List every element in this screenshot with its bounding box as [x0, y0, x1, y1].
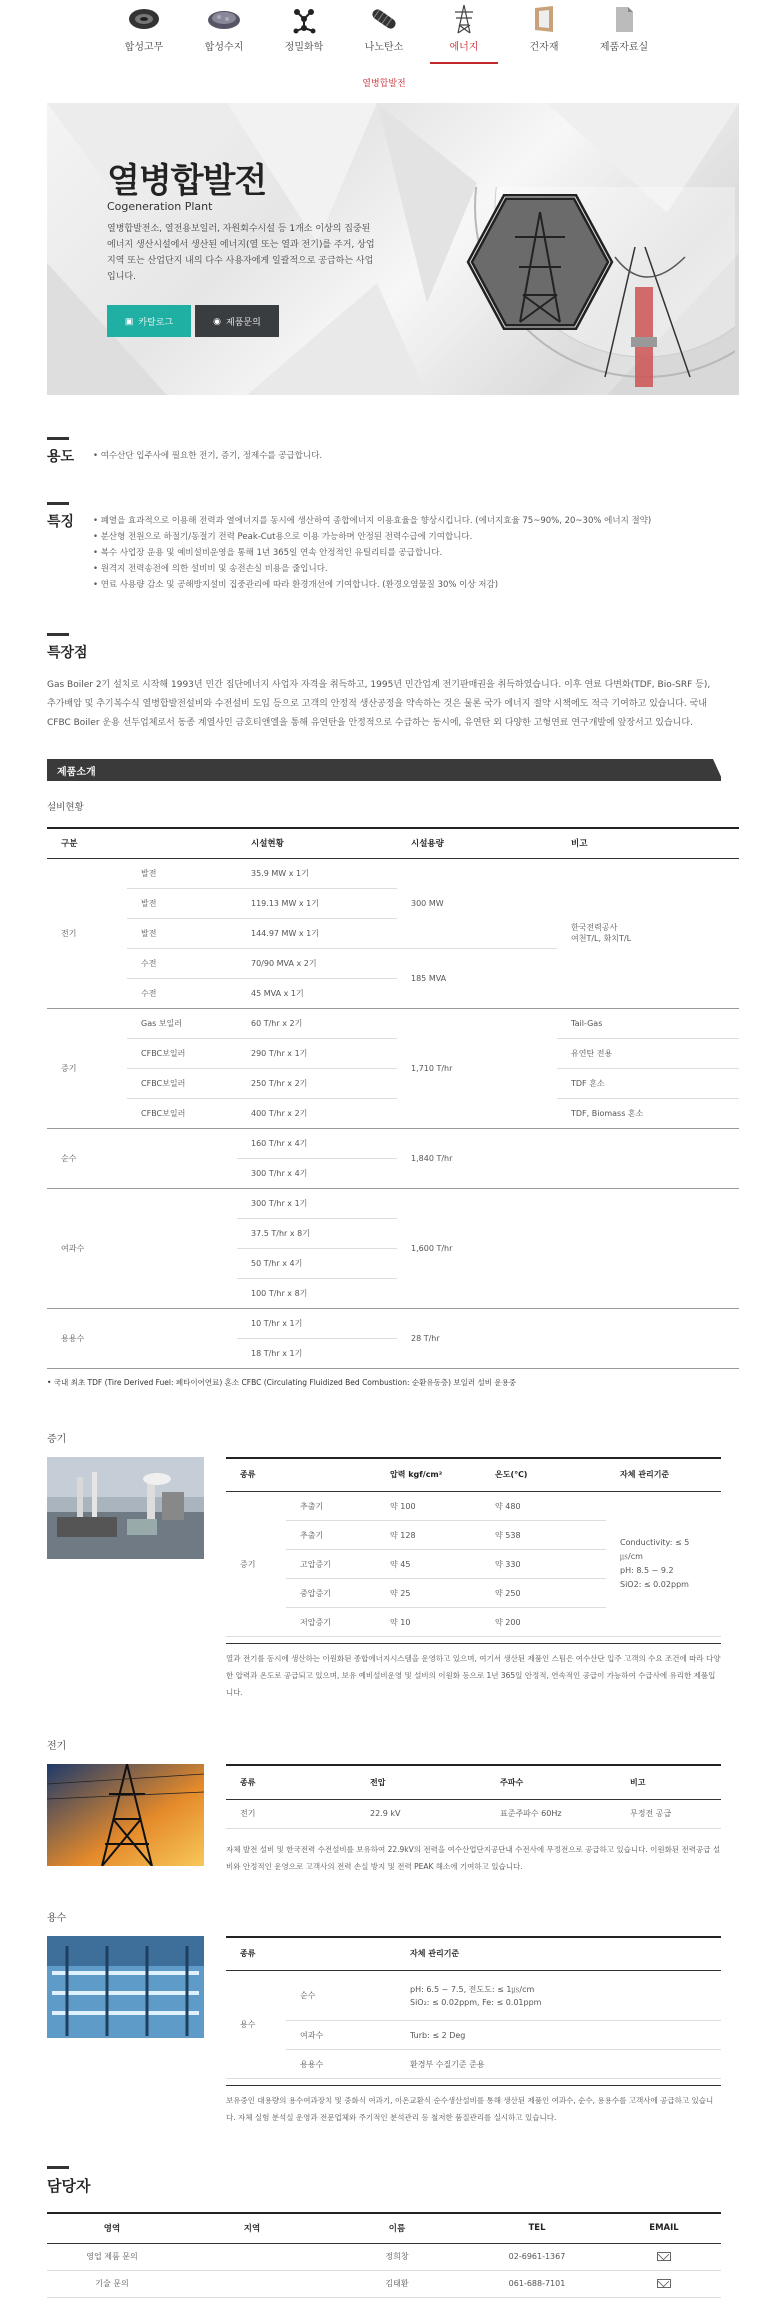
catalog-button-label: 카탈로그	[138, 316, 174, 327]
table-row	[47, 1308, 739, 1338]
table-header: 종류	[226, 1937, 286, 1971]
cell: 기술 문의	[47, 2270, 177, 2297]
cell: CFBC보일러	[127, 1068, 237, 1098]
cell: 약 538	[481, 1521, 606, 1550]
cell: Turb: ≤ 2 Deg	[396, 2021, 721, 2050]
cell: 28 T/hr	[397, 1308, 557, 1368]
cell: Gas 보일러	[127, 1008, 237, 1038]
cell: 35.9 MW x 1기	[237, 858, 397, 888]
steam-table	[226, 1457, 721, 1638]
strengths-section	[47, 633, 721, 733]
table-row	[226, 2021, 721, 2050]
strengths-title: 특장점	[47, 645, 88, 661]
cell: 약 128	[376, 1521, 481, 1550]
cell: 여과수	[286, 2021, 396, 2050]
table-row	[47, 1188, 739, 1218]
cell: Conductivity: ≤ 5㎲/cm pH: 8.5 ~ 9.2 SiO2: ≤ 0.02ppm	[606, 1492, 721, 1637]
cell: 1,600 T/hr	[397, 1188, 557, 1308]
hero-banner	[47, 103, 739, 395]
water-description: 보유중인 대용량의 용수여과장치 및 중화식 여과기, 이온교환식 순수생산설비를 통해 생산된 제품인 여과수, 순수, 용용수를 고객사에 공급하고 있습니다. 자체 실험 분석실 운영과 전문업체와 주기적인 분석관리 등 철저한 품질관리를 실시하고 있습니다.	[226, 2085, 721, 2126]
cell: 02-6961-1367	[467, 2243, 607, 2270]
hero-description: 열병합발전소, 열전용보일러, 자원회수시설 등 1개소 이상의 집중된 에너지 생산시설에서 생산된 에너지(열 또는 열과 전기)를 주거, 상업지역 또는 산업단지 내의 다수 사용자에게 일괄적으로 공급하는 사업입니다.	[107, 224, 375, 282]
group-cell: 증기	[47, 1008, 127, 1128]
table-row	[226, 1799, 721, 1828]
hero-illustration	[445, 187, 735, 390]
table-header: 영역	[47, 2213, 177, 2243]
cell: 70/90 MVA x 2기	[237, 948, 397, 978]
table-row	[47, 1008, 739, 1038]
cell: 300 MW	[397, 858, 557, 948]
section-bar	[47, 502, 69, 505]
features-section	[47, 502, 721, 593]
cell: 영업 제품 문의	[47, 2243, 177, 2270]
email-icon[interactable]	[657, 2279, 671, 2288]
subtab-cogeneration[interactable]: 열병합발전	[362, 79, 406, 89]
cell: 100 T/hr x 8기	[237, 1278, 397, 1308]
power-table	[226, 1764, 721, 1829]
list-item: • 연료 사용량 감소 및 공해방지설비 집중관리에 따라 환경개선에 기여합니다. (환경오염물질 30% 이상 저감)	[93, 577, 651, 593]
table-header: 시설용량	[397, 828, 557, 858]
group-cell: 전기	[47, 858, 127, 1008]
cell: 발전	[127, 918, 237, 948]
steam-description: 열과 전기를 동시에 생산하는 이원화된 종합에너지시스템을 운영하고 있으며, 여기서 생산된 제품인 스팀은 여수산단 입주 고객의 수요 조건에 따라 다양한 압력과 온도로 공급되고 있으며, 보유 예비설비운영 및 설비의 이원화 등으로 1년 365일 안정적, 연속적인 공급이 가능하여 수급사에 유리한 제품입니다.	[226, 1643, 721, 1701]
steam-block	[47, 1457, 721, 1702]
cell: 한국전력공사 여천T/L, 화치T/L	[557, 858, 739, 1008]
chat-icon: ◉	[213, 315, 222, 326]
steam-plant-photo	[47, 1457, 204, 1559]
table-row	[47, 1038, 739, 1068]
group-cell: 여과수	[47, 1188, 127, 1308]
cell: 고압증기	[286, 1550, 376, 1579]
cell	[557, 1188, 739, 1308]
cell: 정희창	[327, 2243, 467, 2270]
cell: 119.13 MW x 1기	[237, 888, 397, 918]
table-header: 종류	[226, 1765, 356, 1799]
resin-icon	[207, 4, 241, 34]
nav-item-energy[interactable]	[424, 4, 504, 60]
cell: 290 T/hr x 1기	[237, 1038, 397, 1068]
cell: 약 45	[376, 1550, 481, 1579]
cell: 10 T/hr x 1기	[237, 1308, 397, 1338]
table-header: 온도(℃)	[481, 1458, 606, 1492]
table-header: 지역	[177, 2213, 327, 2243]
cell: Tail-Gas	[557, 1008, 739, 1038]
cell: 18 T/hr x 1기	[237, 1338, 397, 1368]
list-item: • 폐열을 효과적으로 이용해 전력과 열에너지를 동시에 생산하여 종합에너지 이용효율을 향상시킵니다. (에너지효율 75~90%, 20~30% 에너지 절약)	[93, 513, 651, 529]
nav-label: 합성수지	[204, 42, 244, 53]
cell	[127, 1188, 237, 1308]
steam-title: 증기	[47, 1433, 67, 1445]
table-row	[47, 2243, 721, 2270]
list-item: • 분산형 전원으로 하절기/동절기 전력 Peak-Cut용으로 이용 가능하며 안정된 전력수급에 기여합니다.	[93, 529, 651, 545]
table-header	[127, 828, 237, 858]
facility-label: 설비현황	[47, 802, 84, 813]
cell: 용용수	[286, 2050, 396, 2079]
table-header	[286, 1458, 376, 1492]
contact-title: 담당자	[47, 2177, 91, 2195]
table-row	[47, 1128, 739, 1158]
table-header: EMAIL	[607, 2213, 721, 2243]
list-item: • 복수 사업장 운용 및 예비설비운영을 통해 1년 365일 연속 안정적인 유틸리티를 공급합니다.	[93, 545, 651, 561]
usage-title: 용도	[47, 449, 75, 465]
cell	[557, 1128, 739, 1188]
facility-footnote: • 국내 최초 TDF (Tire Derived Fuel: 폐타이어연료) 혼소 CFBC (Circulating Fluidized Bed Combustion: 순환유동층) 보일러 설비 운용중	[47, 1377, 517, 1387]
email-icon[interactable]	[657, 2252, 671, 2261]
cell: 1,710 T/hr	[397, 1008, 557, 1128]
nav-item-docs[interactable]	[584, 4, 664, 60]
nav-label: 제품자료실	[599, 42, 649, 53]
features-list	[93, 511, 651, 593]
group-cell: 증기	[226, 1492, 286, 1637]
cell: 발전	[127, 858, 237, 888]
rubber-icon	[127, 4, 161, 34]
nav-item-nanocarbon[interactable]	[344, 4, 424, 60]
cell: 약 10	[376, 1608, 481, 1637]
nav-item-resin[interactable]	[184, 4, 264, 60]
cell: 약 25	[376, 1579, 481, 1608]
inquiry-button-label: 제품문의	[226, 316, 261, 327]
water-table	[226, 1936, 721, 2080]
category-nav	[0, 0, 768, 64]
cell: 약 330	[481, 1550, 606, 1579]
table-header: 비고	[557, 828, 739, 858]
table-header: 전압	[356, 1765, 486, 1799]
cell: 수전	[127, 978, 237, 1008]
cell: 발전	[127, 888, 237, 918]
cell	[177, 2243, 327, 2270]
power-title: 전기	[47, 1741, 67, 1752]
usage-section	[47, 437, 721, 466]
molecule-icon	[287, 4, 321, 34]
hero-subtitle: Cogeneration Plant	[107, 200, 213, 213]
lightbulb-tower-illustration	[445, 187, 735, 387]
cell: 추출기	[286, 1492, 376, 1521]
list-item: • 원격지 전력송전에 의한 설비비 및 송전손실 비용을 줄입니다.	[93, 561, 651, 577]
cell	[127, 1308, 237, 1368]
table-header: 이름	[327, 2213, 467, 2243]
table-header: 구분	[47, 828, 127, 858]
cell: 300 T/hr x 4기	[237, 1158, 397, 1188]
table-row	[47, 858, 739, 888]
cell: pH: 6.5 ~ 7.5, 전도도: ≤ 1㎲/cm SiO₂: ≤ 0.02ppm, Fe: ≤ 0.01ppm	[396, 1971, 721, 2021]
cell	[557, 1308, 739, 1368]
features-title: 특징	[47, 514, 75, 530]
table-row	[226, 1971, 721, 2021]
cell: 185 MVA	[397, 948, 557, 1008]
table-header: 주파수	[486, 1765, 616, 1799]
cell: 400 T/hr x 2기	[237, 1098, 397, 1128]
cell: 순수	[286, 1971, 396, 2021]
table-header: 자체 관리기준	[396, 1937, 721, 1971]
table-header: 시설현황	[237, 828, 397, 858]
table-row	[226, 2050, 721, 2079]
cell: 환경부 수질기준 준용	[396, 2050, 721, 2079]
nav-label: 합성고무	[124, 42, 164, 53]
nanotube-icon	[367, 4, 401, 34]
table-header: 종류	[226, 1458, 286, 1492]
hero-title: 열병합발전	[107, 161, 267, 201]
cell	[127, 1128, 237, 1188]
nav-item-rubber[interactable]	[104, 4, 184, 60]
cell	[607, 2243, 721, 2270]
download-icon: ▣	[124, 315, 134, 326]
power-block	[47, 1764, 721, 1875]
cell: CFBC보일러	[127, 1098, 237, 1128]
cell: 중압증기	[286, 1579, 376, 1608]
cell: CFBC보일러	[127, 1038, 237, 1068]
cell: 약 200	[481, 1608, 606, 1637]
power-tower-icon	[447, 4, 481, 34]
water-block	[47, 1936, 721, 2127]
nav-label: 나노탄소	[364, 42, 404, 53]
cell: 60 T/hr x 2기	[237, 1008, 397, 1038]
cell: 전기	[226, 1799, 356, 1828]
cell: 약 100	[376, 1492, 481, 1521]
band-label: 제품소개	[57, 767, 96, 778]
nav-label: 정밀화학	[284, 42, 324, 53]
cell: 22.9 kV	[356, 1799, 486, 1828]
table-header: 자체 관리기준	[606, 1458, 721, 1492]
cell: 김태환	[327, 2270, 467, 2297]
table-row	[47, 1068, 739, 1098]
strengths-text: Gas Boiler 2기 설치로 시작해 1993년 민간 집단에너지 사업자 자격을 취득하고, 1995년 민간업계 전기판매권을 취득하였습니다. 이후 연료 다변화(TDF, Bio-SRF 등), 추가배압 및 추기복수식 열병합발전설비와 수전설비 도입 등으로 고객의 안정적 생산공정을 약속하는 것은 물론 국가 에너지 절약 시책에도 적극 기여하고 있습니다. 국내 CFBC Boiler 운용 선두업체로서 동종 계열사인 금호티앤엘을 통해 유연탄을 안정적으로 수급하는 동시에, 유연탄 외 다양한 고형연료 연구개발에 앞장서고 있습니다.	[47, 680, 711, 728]
nav-item-building[interactable]	[504, 4, 584, 60]
cell: TDF 혼소	[557, 1068, 739, 1098]
cell: 약 250	[481, 1579, 606, 1608]
cell: 061-688-7101	[467, 2270, 607, 2297]
window-frame-icon	[527, 4, 561, 34]
cell: 약 480	[481, 1492, 606, 1521]
contact-section	[47, 2166, 721, 2298]
water-title: 용수	[47, 1912, 67, 1924]
cell: 37.5 T/hr x 8기	[237, 1218, 397, 1248]
cell: 표준주파수 60Hz	[486, 1799, 616, 1828]
section-bar	[47, 633, 69, 636]
cell: 수전	[127, 948, 237, 978]
usage-list	[93, 446, 322, 466]
catalog-button[interactable]	[107, 305, 191, 337]
group-cell: 용수	[226, 1971, 286, 2079]
inquiry-button[interactable]	[195, 305, 279, 337]
power-description: 자체 발전 설비 및 한국전력 수전설비를 보유하여 22.9kV의 전력을 여수산업단지공단내 수전사에 무정전으로 공급하고 있습니다. 이원화된 전력공급 설비와 안정적인 운영으로 고객사의 전력 손실 방지 및 전력 PEAK 해소에 기여하고 있습니다.	[226, 1844, 721, 1871]
cell: 300 T/hr x 1기	[237, 1188, 397, 1218]
contact-table	[47, 2212, 721, 2298]
section-bar	[47, 2166, 69, 2169]
cell: 50 T/hr x 4기	[237, 1248, 397, 1278]
nav-label: 건자재	[529, 42, 559, 53]
cell: 유연탄 전용	[557, 1038, 739, 1068]
table-header: 압력 kgf/cm²	[376, 1458, 481, 1492]
facility-table	[47, 827, 739, 1369]
cell: 추출기	[286, 1521, 376, 1550]
power-tower-photo	[47, 1764, 204, 1866]
table-row	[226, 1492, 721, 1521]
cell: 저압증기	[286, 1608, 376, 1637]
cell: 45 MVA x 1기	[237, 978, 397, 1008]
list-item: • 여수산단 입주사에 필요한 전기, 증기, 정제수를 공급합니다.	[93, 448, 322, 464]
group-cell: 용용수	[47, 1308, 127, 1368]
product-intro-band	[47, 759, 721, 781]
group-cell: 순수	[47, 1128, 127, 1188]
table-header: TEL	[467, 2213, 607, 2243]
water-facility-photo	[47, 1936, 204, 2038]
nav-label: 에너지	[449, 42, 479, 53]
cell: 1,840 T/hr	[397, 1128, 557, 1188]
cell: TDF, Biomass 혼소	[557, 1098, 739, 1128]
section-bar	[47, 437, 69, 440]
cell: 250 T/hr x 2기	[237, 1068, 397, 1098]
cell: 144.97 MW x 1기	[237, 918, 397, 948]
table-row	[47, 1098, 739, 1128]
table-header	[286, 1937, 396, 1971]
nav-item-chemistry[interactable]	[264, 4, 344, 60]
cell: 무정전 공급	[616, 1799, 721, 1828]
table-header: 비고	[616, 1765, 721, 1799]
document-icon	[607, 4, 641, 34]
cell: 160 T/hr x 4기	[237, 1128, 397, 1158]
